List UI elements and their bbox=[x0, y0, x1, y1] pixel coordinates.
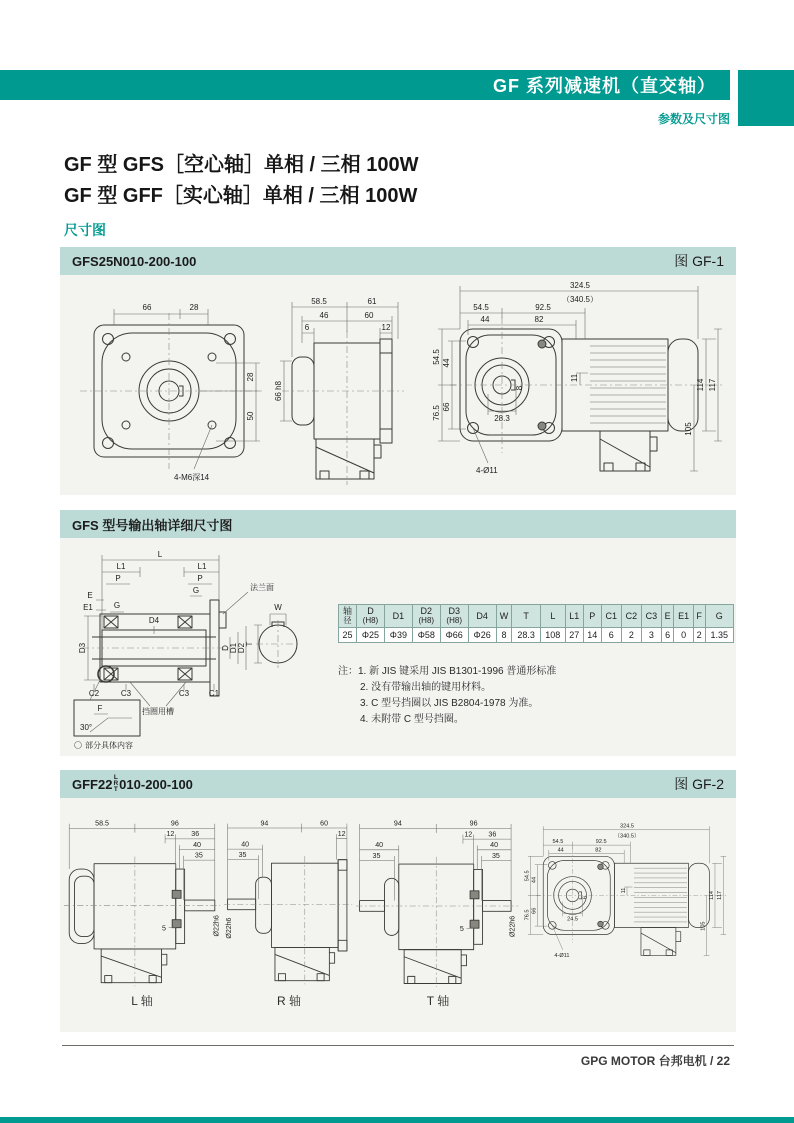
dim: 94 bbox=[393, 819, 402, 828]
panel-fig-gf1 bbox=[60, 247, 736, 495]
shaft-detail-drawing bbox=[66, 544, 334, 752]
dim: F bbox=[97, 704, 103, 713]
dim: 40 bbox=[241, 841, 250, 849]
notes-prefix: 注： bbox=[338, 666, 358, 677]
model-code: GFF22 L R T 010-200-100 bbox=[72, 774, 193, 793]
dim: D4 bbox=[148, 616, 160, 625]
dim: 35 bbox=[372, 851, 381, 860]
table-header-row: 轴 径 D (H8) D1 D2 (H8) D3 (H8) D4 W T L L1 P C1 C2 C3 E E1 F G bbox=[339, 605, 734, 628]
note-line: 4. 未附带 C 型号挡圈。 bbox=[360, 714, 464, 725]
dim: 96 bbox=[469, 819, 478, 828]
dim: 54.5 bbox=[524, 870, 531, 882]
dim: 114 bbox=[708, 890, 715, 900]
panel-fig-gf2-header bbox=[60, 770, 736, 798]
dim: （340.5） bbox=[561, 295, 599, 304]
dim: 5 bbox=[162, 924, 166, 933]
shaft-dimension-table bbox=[338, 604, 734, 643]
figure-number: 图 GF-2 bbox=[674, 776, 724, 792]
note-line: 3. C 型号挡圈以 JIS B2804-1978 为准。 bbox=[360, 698, 539, 709]
footer-divider bbox=[62, 1045, 734, 1046]
fig1-side-view-drawing bbox=[274, 285, 426, 491]
dim: C3 bbox=[120, 689, 132, 698]
dim: 58.5 bbox=[311, 297, 327, 306]
note-line: 1. 新 JIS 键采用 JIS B1301-1996 普通形标准 bbox=[358, 666, 557, 677]
dim: 92.5 bbox=[595, 839, 607, 846]
dim: 66 bbox=[442, 402, 451, 412]
detail-caption: 部分具体内容 bbox=[85, 741, 133, 750]
dim: 324.5 bbox=[620, 823, 634, 830]
dim: T bbox=[245, 641, 254, 647]
dim: C3 bbox=[178, 689, 190, 698]
l-axis-label: L 轴 bbox=[131, 994, 153, 1008]
dim: 11 bbox=[620, 887, 627, 894]
dim: 82 bbox=[534, 315, 544, 324]
dim: E bbox=[87, 591, 93, 600]
t-axis-label: T 轴 bbox=[426, 994, 450, 1008]
dim: 35 bbox=[194, 851, 203, 860]
dim: L1 bbox=[116, 562, 126, 571]
model-title-line2: GF 型 GFF［实心轴］单相 / 三相 100W bbox=[64, 185, 418, 207]
dim: P bbox=[197, 574, 203, 583]
dim: 60 bbox=[320, 820, 329, 828]
dim: 324.5 bbox=[569, 281, 591, 290]
dim: 54.5 bbox=[552, 839, 564, 846]
figure-number: 图 GF-1 bbox=[674, 253, 724, 269]
dim: 105 bbox=[684, 422, 693, 436]
fig2-main-view-drawing bbox=[522, 820, 732, 968]
dim: E1 bbox=[83, 603, 93, 612]
dim: 40 bbox=[490, 841, 499, 850]
dim: 35 bbox=[491, 851, 500, 860]
dim: 6 bbox=[582, 895, 589, 900]
dim: （340.5） bbox=[614, 833, 640, 840]
dim: 82 bbox=[595, 847, 602, 854]
dim: 24.5 bbox=[567, 916, 578, 923]
dim: 50 bbox=[246, 411, 255, 421]
dim: D1 bbox=[229, 642, 238, 654]
dim: 94 bbox=[260, 820, 269, 828]
axis-variant-stack: L R T bbox=[113, 774, 119, 793]
retaining-groove-label: 挡圈用槽 bbox=[142, 707, 174, 716]
dim: 36 bbox=[191, 830, 200, 839]
dim: C1 bbox=[208, 689, 220, 698]
model-titles bbox=[64, 150, 418, 212]
dim: 92.5 bbox=[535, 303, 551, 312]
header-bar bbox=[0, 70, 730, 100]
dim: 30° bbox=[80, 723, 93, 732]
fig2-t-axis-drawing bbox=[356, 814, 520, 989]
dim: 66 bbox=[142, 303, 152, 312]
table-value-row: 25 Φ25 Φ39 Φ58 Φ66 Φ26 8 28.3 108 27 14 6 2 3 6 0 2 1.35 bbox=[339, 628, 734, 643]
dim: 96 bbox=[170, 819, 179, 828]
dim: 8 bbox=[515, 385, 524, 391]
bottom-accent-strip bbox=[0, 1117, 794, 1123]
dim: 76.5 bbox=[432, 405, 441, 421]
dim: Ø22h6 bbox=[226, 917, 234, 939]
fig1-main-view-drawing bbox=[430, 277, 730, 489]
r-axis-label: R 轴 bbox=[276, 994, 301, 1008]
page-subtitle: 参数及尺寸图 bbox=[657, 112, 730, 126]
dim: 6 bbox=[304, 323, 310, 332]
dim: 44 bbox=[442, 358, 451, 368]
fig2-r-axis-drawing bbox=[224, 814, 354, 986]
model-code: GFS25N010-200-100 bbox=[72, 253, 197, 269]
dim: C2 bbox=[88, 689, 100, 698]
panel-fig-gf1-header bbox=[60, 247, 736, 275]
dim: 61 bbox=[367, 297, 377, 306]
dim: W bbox=[274, 603, 282, 612]
panel-fig-gf2 bbox=[60, 770, 736, 1032]
dim: 12 bbox=[166, 830, 175, 839]
dim: P bbox=[115, 574, 121, 583]
page-title: GF 系列减速机（直交轴） bbox=[493, 76, 716, 96]
model-title-line1: GF 型 GFS［空心轴］单相 / 三相 100W bbox=[64, 154, 419, 176]
dim: 40 bbox=[375, 841, 384, 850]
dim: 40 bbox=[193, 840, 201, 849]
bolt-hole-note: 4-Ø11 bbox=[476, 466, 498, 475]
panel-shaft-detail-header bbox=[60, 510, 736, 538]
bolt-hole-note: 4-Ø11 bbox=[554, 952, 570, 959]
dim: 66 bbox=[531, 907, 538, 914]
dim: G bbox=[192, 586, 200, 595]
flange-face-label: 法兰面 bbox=[250, 583, 274, 592]
dim: 12 bbox=[337, 830, 346, 838]
fig2-l-axis-drawing bbox=[62, 814, 222, 988]
dim: 58.5 bbox=[95, 819, 109, 828]
dim: 76.5 bbox=[524, 909, 531, 921]
note-line: 2. 没有带输出轴的键用材料。 bbox=[360, 682, 492, 693]
dim: 114 bbox=[696, 378, 705, 392]
dim: 105 bbox=[700, 921, 707, 931]
dim: 44 bbox=[557, 847, 564, 854]
dim: D3 bbox=[78, 642, 87, 654]
dim: G bbox=[113, 601, 121, 610]
dim: 60 bbox=[364, 311, 374, 320]
dim: L bbox=[157, 550, 163, 559]
dim: 66 h8 bbox=[274, 380, 283, 402]
dim: D2 bbox=[237, 642, 246, 654]
footer-page-info: GPG MOTOR 台邦电机 / 22 bbox=[580, 1054, 730, 1068]
dim: 46 bbox=[319, 311, 329, 320]
dim: 36 bbox=[488, 830, 497, 839]
dim: 35 bbox=[238, 852, 247, 859]
panel-shaft-detail bbox=[60, 510, 736, 756]
dim: 44 bbox=[531, 876, 538, 884]
dim: 117 bbox=[717, 890, 724, 900]
fig1-front-view-drawing bbox=[74, 285, 270, 491]
dim: L1 bbox=[197, 562, 207, 571]
header-corner-block bbox=[738, 70, 794, 126]
dim: 44 bbox=[480, 315, 490, 324]
dim: 117 bbox=[708, 378, 717, 392]
dimension-section-label: 尺寸图 bbox=[64, 222, 106, 238]
tap-hole-note: 4-M6深14 bbox=[174, 473, 210, 482]
dim: 54.5 bbox=[432, 349, 441, 365]
dim: 5 bbox=[459, 924, 464, 933]
dim: 12 bbox=[464, 830, 473, 839]
dim: 54.5 bbox=[473, 303, 489, 312]
dim: Ø22h6 bbox=[508, 915, 517, 938]
dim: 28.3 bbox=[494, 414, 510, 423]
dim: 12 bbox=[381, 323, 391, 332]
shaft-detail-title: GFS 型号输出轴详细尺寸图 bbox=[72, 517, 233, 533]
dim: 11 bbox=[570, 373, 579, 383]
dim: 28 bbox=[246, 372, 255, 382]
dim: D bbox=[221, 645, 230, 651]
notes-block bbox=[338, 664, 556, 728]
dim: Ø22h6 bbox=[212, 915, 221, 937]
dim: 28 bbox=[189, 303, 199, 312]
